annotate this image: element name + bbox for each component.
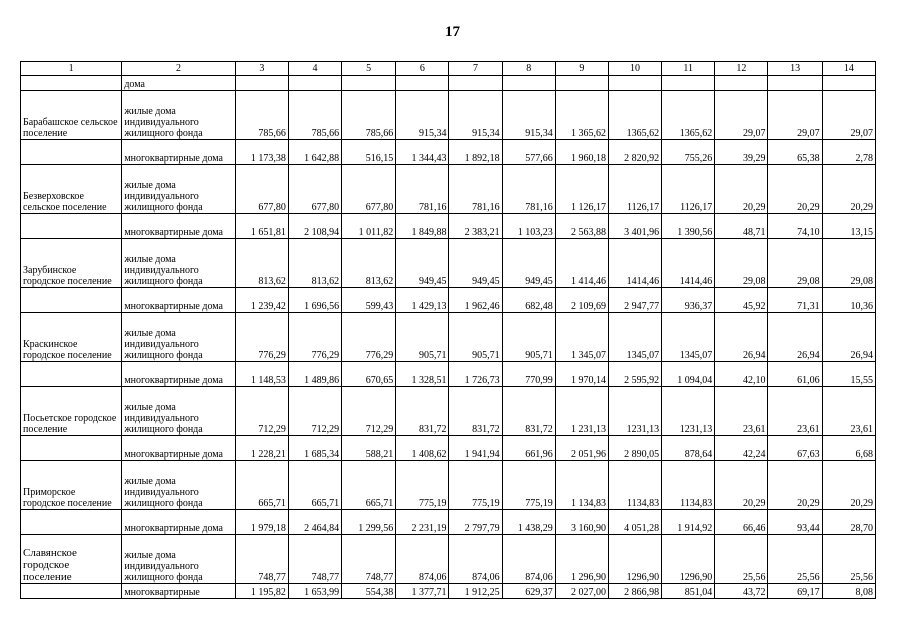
value-cell: 915,34 <box>502 91 555 140</box>
value-cell: 20,29 <box>715 165 768 214</box>
housing-type-cell: многоквартирные дома <box>122 362 235 387</box>
value-cell: 13,15 <box>822 214 875 239</box>
value-cell: 813,62 <box>235 239 288 288</box>
housing-type-cell: дома <box>122 76 235 91</box>
value-cell: 775,19 <box>449 461 502 510</box>
value-cell: 1231,13 <box>662 387 715 436</box>
value-cell: 45,92 <box>715 288 768 313</box>
value-cell: 781,16 <box>396 165 449 214</box>
value-cell: 2 231,19 <box>396 510 449 535</box>
value-cell: 71,31 <box>768 288 822 313</box>
value-cell: 1 134,83 <box>555 461 608 510</box>
column-header: 11 <box>662 62 715 76</box>
value-cell: 661,96 <box>502 436 555 461</box>
value-cell: 949,45 <box>396 239 449 288</box>
value-cell: 26,94 <box>822 313 875 362</box>
value-cell: 781,16 <box>502 165 555 214</box>
value-cell: 1 726,73 <box>449 362 502 387</box>
value-cell: 1 390,56 <box>662 214 715 239</box>
column-header: 5 <box>342 62 396 76</box>
value-cell: 1 239,42 <box>235 288 288 313</box>
value-cell: 2 108,94 <box>288 214 341 239</box>
settlement-name: Безверховское сельское поселение <box>21 165 122 214</box>
value-cell: 1 408,62 <box>396 436 449 461</box>
settlement-name: Зарубинское городское поселение <box>21 239 122 288</box>
housing-type-cell: жилые дома индивидуального жилищного фонда <box>122 535 235 584</box>
value-cell: 748,77 <box>342 535 396 584</box>
value-cell: 878,64 <box>662 436 715 461</box>
value-cell: 29,08 <box>715 239 768 288</box>
value-cell: 1126,17 <box>608 165 661 214</box>
housing-type-cell: многоквартирные <box>122 584 235 599</box>
value-cell: 677,80 <box>235 165 288 214</box>
value-cell: 1 651,81 <box>235 214 288 239</box>
value-cell: 831,72 <box>449 387 502 436</box>
value-cell: 93,44 <box>768 510 822 535</box>
value-cell: 2 866,98 <box>608 584 661 599</box>
value-cell: 554,38 <box>342 584 396 599</box>
value-cell: 2 109,69 <box>555 288 608 313</box>
value-cell: 25,56 <box>715 535 768 584</box>
value-cell: 905,71 <box>449 313 502 362</box>
value-cell: 20,29 <box>822 461 875 510</box>
value-cell: 1 377,71 <box>396 584 449 599</box>
value-cell: 10,36 <box>822 288 875 313</box>
housing-type-cell: жилые дома индивидуального жилищного фонда <box>122 313 235 362</box>
value-cell: 1296,90 <box>608 535 661 584</box>
value-cell: 1 429,13 <box>396 288 449 313</box>
value-cell: 813,62 <box>288 239 341 288</box>
value-cell: 15,55 <box>822 362 875 387</box>
value-cell: 2 595,92 <box>608 362 661 387</box>
value-cell: 1 892,18 <box>449 140 502 165</box>
value-cell: 4 051,28 <box>608 510 661 535</box>
value-cell: 748,77 <box>288 535 341 584</box>
value-cell: 1 489,86 <box>288 362 341 387</box>
value-cell: 1 849,88 <box>396 214 449 239</box>
value-cell: 28,70 <box>822 510 875 535</box>
value-cell: 6,68 <box>822 436 875 461</box>
value-cell: 2 947,77 <box>608 288 661 313</box>
value-cell: 65,38 <box>768 140 822 165</box>
value-cell: 61,06 <box>768 362 822 387</box>
value-cell: 8,08 <box>822 584 875 599</box>
value-cell: 1 328,51 <box>396 362 449 387</box>
settlement-name: Краскинское городское поселение <box>21 313 122 362</box>
column-header: 1 <box>21 62 122 76</box>
value-cell: 770,99 <box>502 362 555 387</box>
value-cell: 29,07 <box>822 91 875 140</box>
value-cell: 874,06 <box>449 535 502 584</box>
value-cell: 1 195,82 <box>235 584 288 599</box>
table-row <box>21 461 876 510</box>
value-cell: 1 962,46 <box>449 288 502 313</box>
table-row <box>21 387 876 436</box>
value-cell: 1345,07 <box>662 313 715 362</box>
table-row <box>21 140 876 165</box>
value-cell: 2 820,92 <box>608 140 661 165</box>
value-cell: 1 914,92 <box>662 510 715 535</box>
value-cell: 851,04 <box>662 584 715 599</box>
value-cell: 588,21 <box>342 436 396 461</box>
value-cell: 874,06 <box>502 535 555 584</box>
value-cell: 1 912,25 <box>449 584 502 599</box>
value-cell: 2 383,21 <box>449 214 502 239</box>
value-cell: 26,94 <box>768 313 822 362</box>
value-cell: 1 685,34 <box>288 436 341 461</box>
table-row <box>21 362 876 387</box>
value-cell: 677,80 <box>342 165 396 214</box>
value-cell: 29,07 <box>715 91 768 140</box>
value-cell: 25,56 <box>768 535 822 584</box>
value-cell: 20,29 <box>715 461 768 510</box>
value-cell: 776,29 <box>288 313 341 362</box>
value-cell: 712,29 <box>288 387 341 436</box>
value-cell: 936,37 <box>662 288 715 313</box>
value-cell: 949,45 <box>449 239 502 288</box>
value-cell: 1 011,82 <box>342 214 396 239</box>
value-cell: 831,72 <box>502 387 555 436</box>
column-header: 2 <box>122 62 235 76</box>
value-cell: 665,71 <box>288 461 341 510</box>
value-cell: 2 797,79 <box>449 510 502 535</box>
value-cell: 775,19 <box>396 461 449 510</box>
value-cell: 1 126,17 <box>555 165 608 214</box>
value-cell: 949,45 <box>502 239 555 288</box>
table-row <box>21 165 876 214</box>
value-cell: 1 365,62 <box>555 91 608 140</box>
settlement-name: Приморское городское поселение <box>21 461 122 510</box>
page-number: 17 <box>445 24 460 40</box>
value-cell: 665,71 <box>235 461 288 510</box>
value-cell: 1 296,90 <box>555 535 608 584</box>
value-cell: 2 464,84 <box>288 510 341 535</box>
value-cell: 1 345,07 <box>555 313 608 362</box>
housing-type-cell: многоквартирные дома <box>122 214 235 239</box>
value-cell: 1 148,53 <box>235 362 288 387</box>
value-cell: 23,61 <box>768 387 822 436</box>
value-cell: 1 696,56 <box>288 288 341 313</box>
value-cell: 915,34 <box>449 91 502 140</box>
value-cell: 775,19 <box>502 461 555 510</box>
value-cell: 915,34 <box>396 91 449 140</box>
value-cell: 670,65 <box>342 362 396 387</box>
table-row <box>21 535 876 584</box>
value-cell: 1 414,46 <box>555 239 608 288</box>
settlement-name: Посьетское городское поселение <box>21 387 122 436</box>
housing-type-cell: жилые дома индивидуального жилищного фонда <box>122 165 235 214</box>
value-cell: 66,46 <box>715 510 768 535</box>
value-cell: 677,80 <box>288 165 341 214</box>
value-cell: 748,77 <box>235 535 288 584</box>
housing-type-cell: жилые дома индивидуального жилищного фонда <box>122 91 235 140</box>
housing-type-cell: жилые дома индивидуального жилищного фонда <box>122 239 235 288</box>
value-cell: 1134,83 <box>608 461 661 510</box>
value-cell: 1 941,94 <box>449 436 502 461</box>
value-cell: 1 299,56 <box>342 510 396 535</box>
value-cell: 1414,46 <box>608 239 661 288</box>
value-cell: 577,66 <box>502 140 555 165</box>
value-cell: 785,66 <box>342 91 396 140</box>
value-cell: 785,66 <box>288 91 341 140</box>
value-cell: 20,29 <box>768 461 822 510</box>
value-cell: 712,29 <box>235 387 288 436</box>
column-header: 10 <box>608 62 661 76</box>
value-cell: 665,71 <box>342 461 396 510</box>
value-cell: 1 094,04 <box>662 362 715 387</box>
value-cell: 25,56 <box>822 535 875 584</box>
column-header: 8 <box>502 62 555 76</box>
column-header: 4 <box>288 62 341 76</box>
value-cell: 874,06 <box>396 535 449 584</box>
value-cell: 29,08 <box>768 239 822 288</box>
value-cell: 1126,17 <box>662 165 715 214</box>
value-cell: 2,78 <box>822 140 875 165</box>
housing-type-cell: многоквартирные дома <box>122 140 235 165</box>
value-cell: 20,29 <box>822 165 875 214</box>
table-row <box>21 239 876 288</box>
value-cell: 42,24 <box>715 436 768 461</box>
value-cell: 69,17 <box>768 584 822 599</box>
value-cell: 1 970,14 <box>555 362 608 387</box>
value-cell: 1 979,18 <box>235 510 288 535</box>
column-header: 12 <box>715 62 768 76</box>
value-cell: 1 653,99 <box>288 584 341 599</box>
value-cell: 1365,62 <box>662 91 715 140</box>
table-row <box>21 313 876 362</box>
value-cell: 1345,07 <box>608 313 661 362</box>
value-cell: 905,71 <box>396 313 449 362</box>
table-row <box>21 510 876 535</box>
housing-type-cell: многоквартирные дома <box>122 510 235 535</box>
column-header: 13 <box>768 62 822 76</box>
housing-type-cell: многоквартирные дома <box>122 288 235 313</box>
tariff-table <box>20 61 876 599</box>
value-cell: 516,15 <box>342 140 396 165</box>
value-cell: 813,62 <box>342 239 396 288</box>
value-cell: 1414,46 <box>662 239 715 288</box>
value-cell: 67,63 <box>768 436 822 461</box>
continuation-row <box>21 76 876 91</box>
value-cell: 905,71 <box>502 313 555 362</box>
value-cell: 629,37 <box>502 584 555 599</box>
value-cell: 74,10 <box>768 214 822 239</box>
value-cell: 39,29 <box>715 140 768 165</box>
housing-type-cell: многоквартирные дома <box>122 436 235 461</box>
value-cell: 682,48 <box>502 288 555 313</box>
value-cell: 29,08 <box>822 239 875 288</box>
value-cell: 1134,83 <box>662 461 715 510</box>
value-cell: 3 160,90 <box>555 510 608 535</box>
value-cell: 1 228,21 <box>235 436 288 461</box>
value-cell: 2 027,00 <box>555 584 608 599</box>
value-cell: 1 103,23 <box>502 214 555 239</box>
header-row <box>21 62 876 76</box>
settlement-name: Славянское городское поселение <box>21 535 122 584</box>
value-cell: 1 642,88 <box>288 140 341 165</box>
value-cell: 23,61 <box>715 387 768 436</box>
housing-type-cell: жилые дома индивидуального жилищного фонда <box>122 387 235 436</box>
value-cell: 1296,90 <box>662 535 715 584</box>
value-cell: 755,26 <box>662 140 715 165</box>
table-row <box>21 584 876 599</box>
value-cell: 3 401,96 <box>608 214 661 239</box>
value-cell: 1 960,18 <box>555 140 608 165</box>
value-cell: 29,07 <box>768 91 822 140</box>
value-cell: 23,61 <box>822 387 875 436</box>
table-row <box>21 91 876 140</box>
value-cell: 48,71 <box>715 214 768 239</box>
value-cell: 785,66 <box>235 91 288 140</box>
value-cell: 776,29 <box>342 313 396 362</box>
settlement-name: Барабашское сельское поселение <box>21 91 122 140</box>
value-cell: 599,43 <box>342 288 396 313</box>
table-body <box>21 76 876 599</box>
value-cell: 712,29 <box>342 387 396 436</box>
value-cell: 1 231,13 <box>555 387 608 436</box>
column-header: 6 <box>396 62 449 76</box>
table-row <box>21 214 876 239</box>
value-cell: 1365,62 <box>608 91 661 140</box>
value-cell: 831,72 <box>396 387 449 436</box>
value-cell: 1231,13 <box>608 387 661 436</box>
value-cell: 2 563,88 <box>555 214 608 239</box>
table-row <box>21 288 876 313</box>
housing-type-cell: жилые дома индивидуального жилищного фонда <box>122 461 235 510</box>
column-header: 9 <box>555 62 608 76</box>
column-header: 3 <box>235 62 288 76</box>
value-cell: 20,29 <box>768 165 822 214</box>
value-cell: 2 890,05 <box>608 436 661 461</box>
table-row <box>21 436 876 461</box>
value-cell: 2 051,96 <box>555 436 608 461</box>
value-cell: 776,29 <box>235 313 288 362</box>
value-cell: 1 344,43 <box>396 140 449 165</box>
value-cell: 1 173,38 <box>235 140 288 165</box>
value-cell: 43,72 <box>715 584 768 599</box>
column-header: 7 <box>449 62 502 76</box>
value-cell: 26,94 <box>715 313 768 362</box>
value-cell: 1 438,29 <box>502 510 555 535</box>
value-cell: 42,10 <box>715 362 768 387</box>
value-cell: 781,16 <box>449 165 502 214</box>
column-header: 14 <box>822 62 875 76</box>
